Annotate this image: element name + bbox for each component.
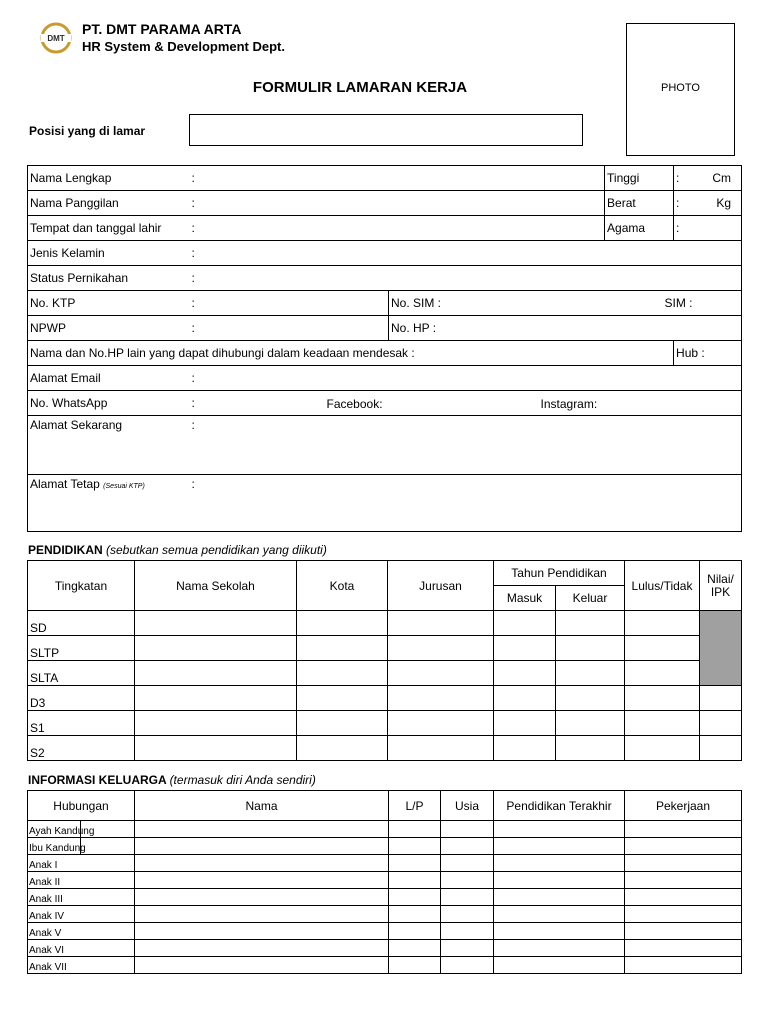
edu-cell[interactable] (388, 611, 494, 636)
family-cell[interactable] (494, 906, 625, 923)
label-alamat-email: Alamat Email (28, 366, 190, 391)
edu-cell[interactable] (297, 661, 388, 686)
edu-cell[interactable] (556, 611, 625, 636)
header-pendidikan-terakhir: Pendidikan Terakhir (494, 791, 625, 821)
family-relation: Anak VII (28, 957, 135, 974)
header-nilai-ipk: Nilai/ IPK (700, 561, 742, 611)
edu-cell[interactable] (135, 686, 297, 711)
edu-level-sltp: SLTP (28, 636, 135, 661)
family-cell[interactable] (389, 940, 441, 957)
field-whatsapp-social[interactable]: : Facebook: Instagram: (190, 391, 742, 416)
family-cell[interactable] (441, 940, 494, 957)
family-cell[interactable] (135, 957, 389, 974)
header-lp: L/P (389, 791, 441, 821)
edu-cell[interactable] (297, 711, 388, 736)
edu-cell[interactable] (700, 736, 742, 761)
header-tahun-pendidikan: Tahun Pendidikan (494, 561, 625, 586)
family-relation: Anak IV (28, 906, 135, 923)
family-cell[interactable] (389, 957, 441, 974)
header-hubungan: Hubungan (28, 791, 135, 821)
edu-cell[interactable] (297, 686, 388, 711)
family-cell[interactable] (441, 957, 494, 974)
edu-cell[interactable] (625, 686, 700, 711)
personal-info-table (27, 165, 742, 532)
family-cell[interactable] (625, 872, 742, 889)
field-alamat-sekarang[interactable]: : (190, 416, 742, 475)
edu-cell[interactable] (625, 611, 700, 636)
header-jurusan: Jurusan (388, 561, 494, 611)
edu-cell[interactable] (494, 711, 556, 736)
field-nama-lengkap[interactable]: : (190, 166, 605, 191)
note-sesuai-ktp: (Sesuai KTP) (103, 483, 145, 490)
family-cell[interactable] (494, 872, 625, 889)
family-cell[interactable] (494, 855, 625, 872)
edu-cell[interactable] (388, 736, 494, 761)
edu-cell[interactable] (297, 736, 388, 761)
label-no-ktp: No. KTP (28, 291, 190, 316)
edu-cell[interactable] (494, 661, 556, 686)
edu-cell[interactable] (625, 711, 700, 736)
edu-cell[interactable] (494, 636, 556, 661)
header-tingkatan: Tingkatan (28, 561, 135, 611)
family-cell[interactable] (389, 855, 441, 872)
company-logo (40, 22, 72, 54)
family-cell[interactable] (389, 906, 441, 923)
field-agama[interactable]: : (674, 216, 742, 241)
photo-box[interactable] (626, 23, 735, 156)
position-label: Posisi yang di lamar (29, 124, 146, 138)
family-cell[interactable] (135, 855, 389, 872)
header-lulus-tidak: Lulus/Tidak (625, 561, 700, 611)
label-alamat-tetap: Alamat Tetap (Sesuai KTP) (30, 477, 145, 491)
edu-cell[interactable] (700, 686, 742, 711)
field-no-hp[interactable]: No. HP : (389, 316, 742, 341)
label-tinggi: Tinggi (605, 166, 674, 191)
family-relation: Anak V (28, 923, 135, 940)
edu-nilai-disabled (700, 611, 742, 686)
family-cell[interactable] (494, 838, 625, 855)
family-cell[interactable] (494, 889, 625, 906)
family-cell[interactable] (135, 889, 389, 906)
edu-cell[interactable] (297, 636, 388, 661)
family-relation: Ayah Kandung (28, 821, 135, 838)
edu-cell[interactable] (625, 661, 700, 686)
family-section-title: INFORMASI KELUARGA (termasuk diri Anda sendiri) (28, 773, 316, 787)
field-no-sim[interactable]: No. SIM : SIM : (389, 291, 742, 316)
edu-cell[interactable] (556, 686, 625, 711)
family-relation: Anak I (28, 855, 135, 872)
header-pekerjaan: Pekerjaan (625, 791, 742, 821)
field-kontak-darurat[interactable]: Nama dan No.HP lain yang dapat dihubungi dalam keadaan mendesak : (28, 341, 674, 366)
edu-cell[interactable] (556, 636, 625, 661)
family-cell[interactable] (625, 821, 742, 838)
family-cell[interactable] (135, 906, 389, 923)
family-cell[interactable] (135, 821, 389, 838)
edu-cell[interactable] (556, 736, 625, 761)
field-tinggi[interactable]: : Cm (674, 166, 742, 191)
family-cell[interactable] (441, 906, 494, 923)
edu-level-s2: S2 (28, 736, 135, 761)
edu-level-d3: D3 (28, 686, 135, 711)
label-nama-panggilan: Nama Panggilan (28, 191, 190, 216)
header-kota: Kota (297, 561, 388, 611)
field-npwp[interactable]: : (190, 316, 389, 341)
edu-cell[interactable] (494, 686, 556, 711)
family-cell[interactable] (441, 821, 494, 838)
family-cell[interactable] (494, 821, 625, 838)
family-cell[interactable] (389, 872, 441, 889)
label-jenis-kelamin: Jenis Kelamin (28, 241, 190, 266)
edu-cell[interactable] (388, 711, 494, 736)
field-tempat-tanggal-lahir[interactable]: : (190, 216, 605, 241)
header-nama: Nama (135, 791, 389, 821)
photo-label: PHOTO (661, 82, 700, 94)
family-cell[interactable] (389, 889, 441, 906)
family-cell[interactable] (389, 821, 441, 838)
edu-cell[interactable] (494, 736, 556, 761)
label-sim-type: SIM : (664, 296, 693, 310)
field-hubungan-darurat[interactable]: Hub : (674, 341, 742, 366)
label-npwp: NPWP (28, 316, 190, 341)
family-section-subtitle: (termasuk diri Anda sendiri) (169, 773, 316, 787)
family-cell[interactable] (135, 923, 389, 940)
family-cell[interactable] (389, 923, 441, 940)
label-nama-lengkap: Nama Lengkap (28, 166, 190, 191)
family-table (27, 790, 742, 974)
edu-cell[interactable] (556, 711, 625, 736)
edu-cell[interactable] (135, 711, 297, 736)
field-berat[interactable]: : Kg (674, 191, 742, 216)
family-cell[interactable] (494, 940, 625, 957)
edu-cell[interactable] (556, 661, 625, 686)
header-keluar: Keluar (556, 586, 625, 611)
family-cell[interactable] (625, 957, 742, 974)
field-alamat-tetap[interactable]: : (191, 477, 195, 491)
label-tempat-tanggal-lahir: Tempat dan tanggal lahir (28, 216, 190, 241)
position-input[interactable] (189, 114, 583, 146)
field-nama-panggilan[interactable]: : (190, 191, 605, 216)
family-relation: Anak II (28, 872, 135, 889)
family-cell[interactable] (441, 889, 494, 906)
edu-cell[interactable] (625, 636, 700, 661)
family-relation: Ibu Kandung (28, 838, 135, 855)
edu-cell[interactable] (700, 711, 742, 736)
edu-cell[interactable] (388, 636, 494, 661)
family-cell[interactable] (441, 838, 494, 855)
family-cell[interactable] (494, 923, 625, 940)
field-no-ktp[interactable]: : (190, 291, 389, 316)
edu-cell[interactable] (388, 661, 494, 686)
label-alamat-sekarang: Alamat Sekarang (28, 416, 190, 475)
family-cell[interactable] (389, 838, 441, 855)
field-alamat-email[interactable]: : (190, 366, 742, 391)
family-cell[interactable] (625, 838, 742, 855)
family-cell[interactable] (625, 889, 742, 906)
label-status-pernikahan: Status Pernikahan (28, 266, 190, 291)
svg-text:DMT: DMT (47, 34, 65, 43)
edu-cell[interactable] (135, 736, 297, 761)
edu-cell[interactable] (494, 611, 556, 636)
family-cell[interactable] (135, 940, 389, 957)
field-status-pernikahan[interactable]: : (190, 266, 742, 291)
education-section-title: PENDIDIKAN (sebutkan semua pendidikan yang diikuti) (28, 543, 327, 557)
education-section-subtitle: (sebutkan semua pendidikan yang diikuti) (106, 543, 327, 557)
edu-level-slta: SLTA (28, 661, 135, 686)
family-cell[interactable] (625, 940, 742, 957)
form-title: FORMULIR LAMARAN KERJA (252, 79, 468, 96)
family-relation: Anak VI (28, 940, 135, 957)
edu-cell[interactable] (135, 661, 297, 686)
edu-cell[interactable] (135, 636, 297, 661)
edu-cell[interactable] (297, 611, 388, 636)
company-name: PT. DMT PARAMA ARTA (82, 21, 242, 37)
family-cell[interactable] (441, 923, 494, 940)
family-cell[interactable] (494, 957, 625, 974)
department-name: HR System & Development Dept. (82, 39, 285, 54)
label-no-whatsapp: No. WhatsApp (28, 391, 190, 416)
edu-level-sd: SD (28, 611, 135, 636)
edu-cell[interactable] (625, 736, 700, 761)
family-cell[interactable] (135, 872, 389, 889)
label-agama: Agama (605, 216, 674, 241)
label-facebook: Facebook: (326, 397, 383, 411)
header-masuk: Masuk (494, 586, 556, 611)
family-cell[interactable] (625, 923, 742, 940)
label-instagram: Instagram: (540, 397, 598, 411)
family-cell[interactable] (135, 838, 389, 855)
education-table (27, 560, 742, 761)
edu-level-s1: S1 (28, 711, 135, 736)
header-usia: Usia (441, 791, 494, 821)
edu-cell[interactable] (388, 686, 494, 711)
family-cell[interactable] (441, 872, 494, 889)
family-relation: Anak III (28, 889, 135, 906)
label-berat: Berat (605, 191, 674, 216)
family-cell[interactable] (441, 855, 494, 872)
field-jenis-kelamin[interactable]: : (190, 241, 742, 266)
family-cell[interactable] (625, 906, 742, 923)
edu-cell[interactable] (135, 611, 297, 636)
header-nama-sekolah: Nama Sekolah (135, 561, 297, 611)
family-cell[interactable] (625, 855, 742, 872)
